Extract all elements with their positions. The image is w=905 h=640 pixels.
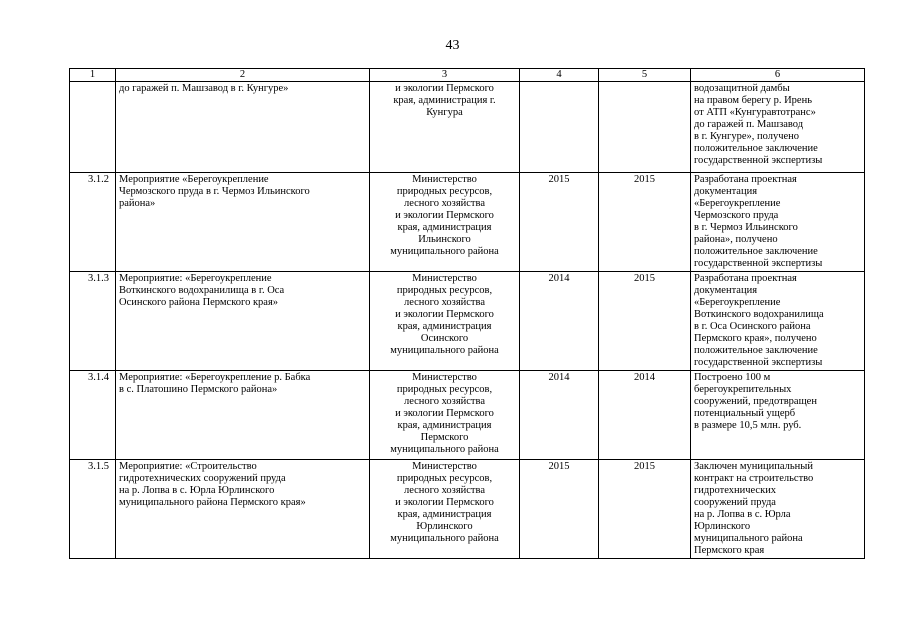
executor: Министерство природных ресурсов, лесного хозяйства и экологии Пермского края, администрация Осинского муниципального района bbox=[370, 272, 520, 371]
executor: Министерство природных ресурсов, лесного хозяйства и экологии Пермского края, администрация Ильинского муниципального района bbox=[370, 173, 520, 272]
measure-name: Мероприятие: «Берегоукрепление Воткинского водохранилища в г. Оса Осинского района Пермского края» bbox=[116, 272, 370, 371]
end-year: 2014 bbox=[599, 371, 691, 460]
executor: Министерство природных ресурсов, лесного хозяйства и экологии Пермского края, администрация Юрлинского муниципального района bbox=[370, 460, 520, 559]
item-number bbox=[70, 82, 116, 173]
table-row bbox=[70, 272, 865, 371]
column-header: 5 bbox=[599, 69, 691, 82]
measure-name: до гаражей п. Машзавод в г. Кунгуре» bbox=[116, 82, 370, 173]
table-row bbox=[70, 173, 865, 272]
end-year: 2015 bbox=[599, 460, 691, 559]
executor: и экологии Пермского края, администрация г. Кунгура bbox=[370, 82, 520, 173]
item-number: 3.1.2 bbox=[70, 173, 116, 272]
item-number: 3.1.3 bbox=[70, 272, 116, 371]
end-year: 2015 bbox=[599, 173, 691, 272]
end-year bbox=[599, 82, 691, 173]
column-header: 1 bbox=[70, 69, 116, 82]
item-number: 3.1.4 bbox=[70, 371, 116, 460]
start-year: 2014 bbox=[520, 272, 599, 371]
column-header: 2 bbox=[116, 69, 370, 82]
start-year bbox=[520, 82, 599, 173]
table-row bbox=[70, 82, 865, 173]
column-header: 3 bbox=[370, 69, 520, 82]
result: Разработана проектная документация «Берегоукрепление Чермозского пруда в г. Чермоз Ильинского района», получено положительное заключение государственной экспертизы bbox=[691, 173, 865, 272]
column-header: 6 bbox=[691, 69, 865, 82]
result: водозащитной дамбы на правом берегу р. Ирень от АТП «Кунгуравтотранс» до гаражей п. Машзавод в г. Кунгуре», получено положительное заключение государственной экспертизы bbox=[691, 82, 865, 173]
measure-name: Мероприятие: «Берегоукрепление р. Бабка в с. Платошино Пермского района» bbox=[116, 371, 370, 460]
measure-name: Мероприятие: «Строительство гидротехнических сооружений пруда на р. Лопва в с. Юрла Юрлинского муниципального района Пермского края» bbox=[116, 460, 370, 559]
table-row bbox=[70, 460, 865, 559]
result: Заключен муниципальный контракт на строительство гидротехнических сооружений пруда на р. Лопва в с. Юрла Юрлинского муниципального района Пермского края bbox=[691, 460, 865, 559]
table-row bbox=[70, 371, 865, 460]
page-number: 43 bbox=[445, 38, 460, 53]
start-year: 2015 bbox=[520, 460, 599, 559]
executor: Министерство природных ресурсов, лесного хозяйства и экологии Пермского края, администрация Пермского муниципального района bbox=[370, 371, 520, 460]
result: Разработана проектная документация «Берегоукрепление Воткинского водохранилища в г. Оса Осинского района Пермского края», получено положительное заключение государственной экспертизы bbox=[691, 272, 865, 371]
result: Построено 100 м берегоукрепительных сооружений, предотвращен потенциальный ущерб в размере 10,5 млн. руб. bbox=[691, 371, 865, 460]
measure-name: Мероприятие «Берегоукрепление Чермозского пруда в г. Чермоз Ильинского района» bbox=[116, 173, 370, 272]
table-header-row bbox=[70, 69, 865, 82]
measures-table bbox=[69, 68, 865, 559]
column-header: 4 bbox=[520, 69, 599, 82]
start-year: 2014 bbox=[520, 371, 599, 460]
item-number: 3.1.5 bbox=[70, 460, 116, 559]
end-year: 2015 bbox=[599, 272, 691, 371]
start-year: 2015 bbox=[520, 173, 599, 272]
